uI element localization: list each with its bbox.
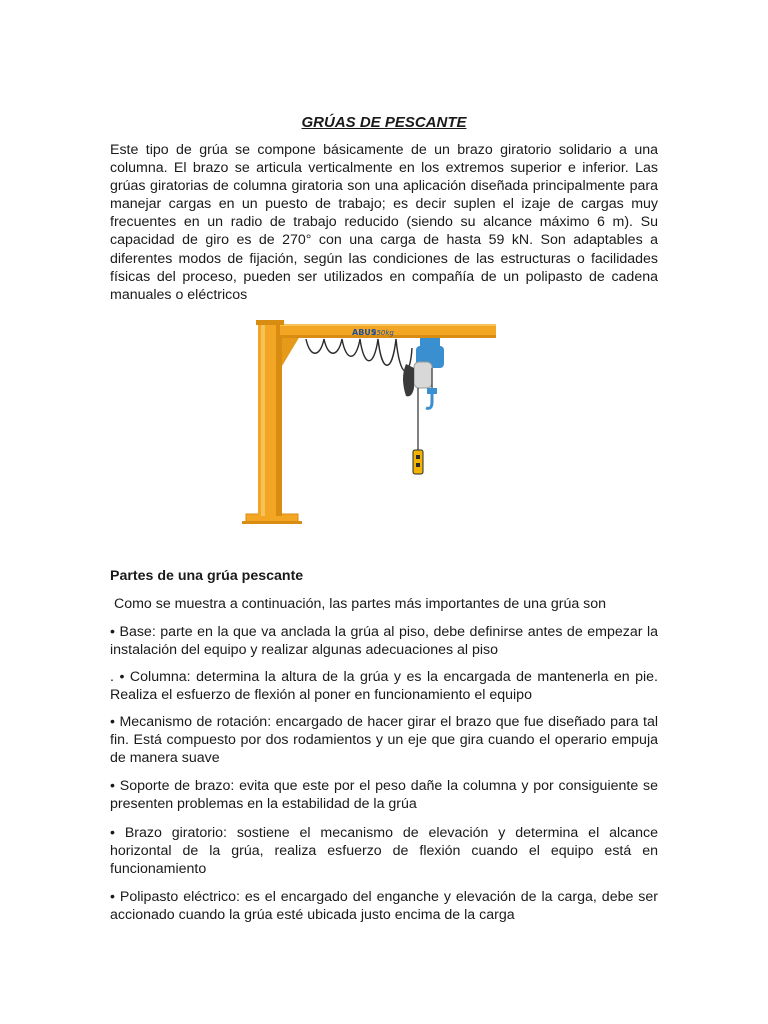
- jib-crane-illustration: [240, 318, 500, 530]
- brand-label: ABUS: [352, 328, 377, 337]
- part-soporte-brazo: • Soporte de brazo: evita que este por el peso dañe la columna y por consiguiente se presenten problemas en la estabilidad de la grúa: [110, 778, 658, 813]
- parts-heading: Partes de una grúa pescante: [110, 568, 304, 584]
- part-mecanismo-rotacion: • Mecanismo de rotación: encargado de hacer girar el brazo que fue diseñado para tal fin. Está compuesto por dos rodamientos y un eje que gira cuando el operario empuja de manera suave: [110, 714, 658, 767]
- part-columna: . • Columna: determina la altura de la grúa y es la encargada de mantenerla en pie. Realiza el esfuerzo de flexión al poner en funcionamiento el equipo: [110, 669, 658, 704]
- parts-lead: Como se muestra a continuación, las partes más importantes de una grúa son: [110, 596, 607, 612]
- page-title: GRÚAS DE PESCANTE: [301, 114, 467, 131]
- load-label: 250kg: [372, 329, 394, 337]
- part-brazo-giratorio: • Brazo giratorio: sostiene el mecanismo de elevación y determina el alcance horizontal de la grúa, realiza esfuerzo de flexión cuando el equipo está en funcionamiento: [110, 825, 658, 878]
- intro-paragraph: Este tipo de grúa se compone básicamente de un brazo giratorio solidario a una columna. El brazo se articula verticalmente en los extremos superior e inferior. Las grúas giratorias de columna giratoria son una aplicación diseñada principalmente para manejar cargas en un puesto de trabajo; es decir suplen el izaje de cargas muy frecuentes en un radio de trabajo reducido (siendo su alcance máximo 6 m). Su capacidad de giro es de 270° con una carga de hasta 59 kN. Son adaptables a diferentes modos de fijación, según las condiciones de las estructuras o facilidades físicas del proceso, pueden ser utilizados en compañía de un polipasto de cadena manuales o eléctricos: [110, 142, 658, 303]
- part-base: • Base: parte en la que va anclada la grúa al piso, debe definirse antes de empezar la instalación del equipo y realizar algunas adecuaciones al piso: [110, 624, 658, 659]
- part-polipasto: • Polipasto eléctrico: es el encargado del enganche y elevación de la carga, debe ser accionado cuando la grúa esté ubicada justo encima de la carga: [110, 889, 658, 924]
